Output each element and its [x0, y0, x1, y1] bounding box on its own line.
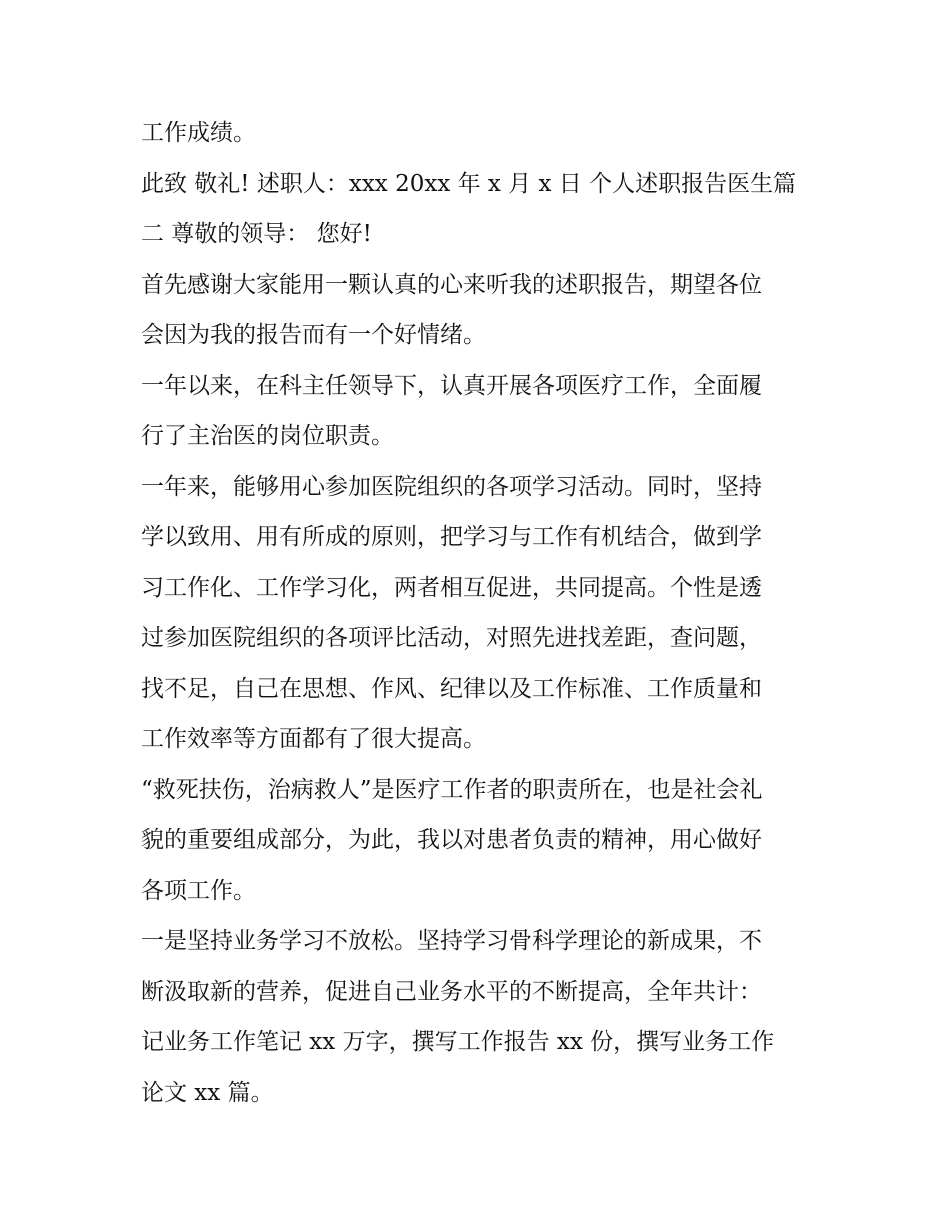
text-line: 一年来，能够用心参加医院组织的各项学习活动。同时，坚持 [141, 473, 762, 500]
text-line: 貌的重要组成部分，为此，我以对患者负责的精神，用心做好 [141, 827, 762, 853]
text-line: 工作成绩。 [141, 120, 256, 146]
text-line: 断汲取新的营养，促进自己业务水平的不断提高，全年共计： [141, 978, 762, 1005]
text-line: 会因为我的报告而有一个好情绪。 [141, 322, 486, 348]
text-line: 习工作化、工作学习化，两者相互促进，共同提高。个性是透 [141, 574, 762, 601]
text-line: 过参加医院组织的各项评比活动，对照先进找差距，查问题， [141, 625, 762, 651]
text-line: 首先感谢大家能用一颗认真的心来听我的述职报告，期望各位 [141, 271, 762, 298]
text-line: 此致 敬礼! 述职人：xxx 20xx 年 x 月 x 日 个人述职报告医生篇 [141, 170, 797, 197]
text-line: 二 尊敬的领导： 您好! [141, 221, 372, 247]
text-line: 论文 xx 篇。 [141, 1079, 274, 1106]
text-line: 行了主治医的岗位职责。 [141, 423, 394, 449]
text-line: 记业务工作笔记 xx 万字，撰写工作报告 xx 份，撰写业务工作 [141, 1029, 775, 1055]
text-line: 各项工作。 [141, 877, 256, 904]
text-line: 一是坚持业务学习不放松。坚持学习骨科学理论的新成果，不 [141, 928, 762, 954]
text-line: 一年以来，在科主任领导下，认真开展各项医疗工作，全面履 [141, 372, 762, 399]
text-line: 学以致用、用有所成的原则，把学习与工作有机结合，做到学 [141, 524, 762, 550]
text-line: “救死扶伤，治病救人”是医疗工作者的职责所在，也是社会礼 [141, 776, 763, 803]
text-line: 找不足，自己在思想、作风、纪律以及工作标准、工作质量和 [141, 675, 762, 702]
text-line: 工作效率等方面都有了很大提高。 [141, 726, 486, 752]
document-body [141, 108, 821, 1118]
